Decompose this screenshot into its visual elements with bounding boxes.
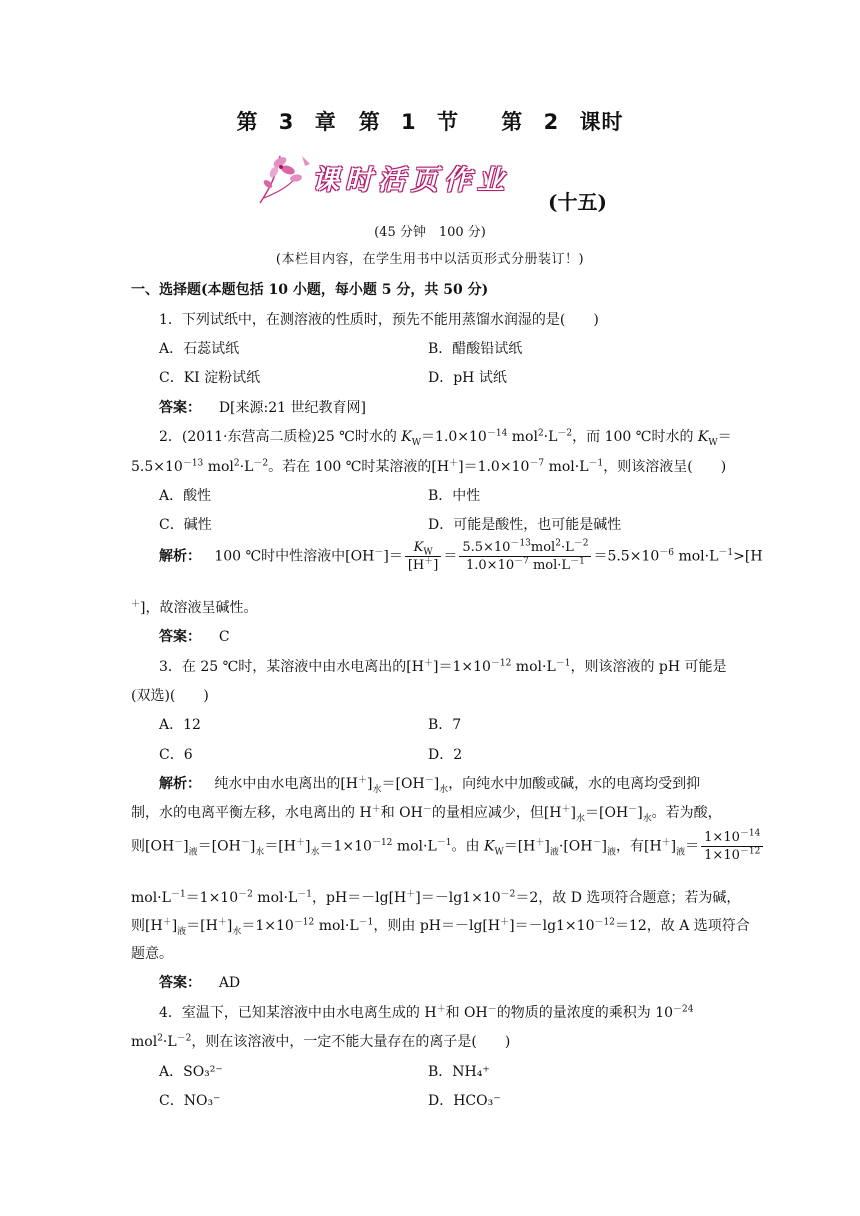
q3-analysis-line-3: 则$[OH^-]_液=[OH^-]_水=[H^+]_水=1\times 10^{-12}$ $mol\cdot L^{-1}$。由 $K_W=[H^+]_液\cdot[OH^-]_液$，有$[H^+]_液=$ $\frac{1\times 10^{-14}}{1\times 10^{-12}}$ [131, 830, 765, 863]
q2-option-c: C．碱性 [159, 517, 212, 533]
page-title: 第 3 章 第 1 节 第 2 课时 [236, 110, 624, 134]
answer-value: AD [218, 975, 241, 991]
banner-title: 课时活页作业 [312, 165, 510, 196]
q2-option-b: B．中性 [428, 488, 481, 504]
question-1-stem: 1．下列试纸中，在测溶液的性质时，预先不能用蒸馏水润湿的是( ) [159, 312, 599, 328]
q3-analysis-line-4: $mol\cdot L^{-1}=1\times 10^{-2}$ $mol\cdot L^{-1}$，$pH=-\lg[H^+]=-\lg 1\times 10^{-2}=2$，故 D 选项符合题意；若为碱， [131, 889, 741, 906]
fraction: $\frac{K_W}{[H^+]}$ [405, 540, 442, 573]
q1-option-a: A．石蕊试纸 [159, 341, 240, 357]
time-score: (45 分钟 100 分) [374, 225, 486, 240]
q3-analysis-line-1: 解析： 纯水中由水电离出的$[H^+]_水=[OH^-]_水$，向纯水中加酸或碱，水的电离均受到抑 [159, 775, 701, 795]
fraction: $\frac{1\times 10^{-14}}{1\times 10^{-12}}$ [701, 830, 763, 863]
q1-answer [159, 397, 366, 417]
q2-option-d: D．可能是酸性，也可能是碱性 [428, 517, 622, 533]
q2-analysis-line-1: 解析： 100 ℃时中性溶液中[OH－]＝ $\frac{K_W}{[H^+]}$ ＝ $\frac{5.5\times 10^{-13}mol^2\cdot L^{-2}}{1.0\times 10^{-7} mol\cdot L^{-1}}$ $=5.5\times 10^{-6}$ $mol\cdot L^{-1}>[H$ [159, 538, 763, 573]
answer-value: C [218, 629, 230, 645]
q2-answer [159, 626, 230, 646]
q3-option-b: B．7 [428, 717, 462, 733]
homework-banner [250, 148, 630, 214]
section-heading: 一、选择题(本题包括 10 小题，每小题 5 分，共 50 分) [131, 282, 489, 298]
question-2-line-1: 2．(2011·东营高二质检)25 ℃时水的 $K_W=1.0\times 10^{-14}$ $mol^2\cdot L^{-2}$，而 100 ℃时水的 $K_W=$ [159, 428, 732, 448]
answer-label: 答案： [159, 975, 201, 991]
q3-analysis-line-2: 制，水的电离平衡左移，水电离出的 H＋和 OH－的量相应减少，但$[H^+]_水=[OH^-]_水$。若为酸， [131, 804, 722, 824]
answer-label: 答案： [159, 629, 201, 645]
analysis-label: 解析： [159, 776, 201, 792]
q3-analysis-line-6: 题意。 [131, 946, 173, 962]
q1-option-c: C．KI 淀粉试纸 [159, 370, 261, 386]
q2-option-a: A．酸性 [159, 488, 212, 504]
question-4-line-2: $mol^2\cdot L^{-2}$，则在该溶液中，一定不能大量存在的离子是( ) [131, 1033, 511, 1050]
q3-option-d: D．2 [428, 747, 463, 763]
q3-option-a: A．12 [159, 717, 201, 733]
question-3-line-1: 3．在 25 ℃时，某溶液中由水电离出的$[H^+]=1\times 10^{-12}$ $mol\cdot L^{-1}$，则该溶液的 pH 可能是 [159, 658, 727, 675]
question-3-line-2: (双选)( ) [131, 688, 209, 704]
answer-value: D[来源:21 世纪教育网] [218, 400, 366, 416]
question-2-line-2: $5.5\times 10^{-13}$ $mol^2\cdot L^{-2}$。若在 100 ℃时某溶液的$[H^+]=1.0\times 10^{-7}$ $mol\cdot L^{-1}$，则该溶液呈( ) [131, 458, 727, 475]
orchid-flower-icon [250, 148, 320, 208]
question-4-line-1: 4．室温下，已知某溶液中由水电离生成的 H＋和 OH－的物质的量浓度的乘积为 $10^{-24}$ [159, 1004, 694, 1021]
q3-option-c: C．6 [159, 747, 193, 763]
q3-answer [159, 972, 240, 992]
q4-option-c: C．NO₃⁻ [159, 1093, 221, 1109]
analysis-label: 解析： [159, 548, 201, 565]
q4-option-a: A．SO₃²⁻ [159, 1064, 223, 1080]
q3-analysis-line-5: 则$[H^+]_液=[H^+]_水=1\times 10^{-12}$ $mol\cdot L^{-1}$，则由 $pH=-\lg[H^+]=-\lg 1\times 10^{-12}=12$，故 A 选项符合 [131, 917, 750, 937]
q2-analysis-line-2: ＋]，故溶液呈碱性。 [131, 599, 258, 616]
q1-option-d: D．pH 试纸 [428, 370, 507, 386]
q4-option-d: D．HCO₃⁻ [428, 1093, 501, 1109]
banner-number: (十五) [548, 190, 607, 214]
binding-note: (本栏目内容，在学生用书中以活页形式分册装订！) [275, 252, 585, 267]
q4-option-b: B．NH₄⁺ [428, 1064, 490, 1080]
q1-option-b: B．醋酸铅试纸 [428, 341, 523, 357]
fraction: $\frac{5.5\times 10^{-13}mol^2\cdot L^{-2}}{1.0\times 10^{-7} mol\cdot L^{-1}}$ [459, 540, 591, 573]
answer-label: 答案： [159, 400, 201, 416]
